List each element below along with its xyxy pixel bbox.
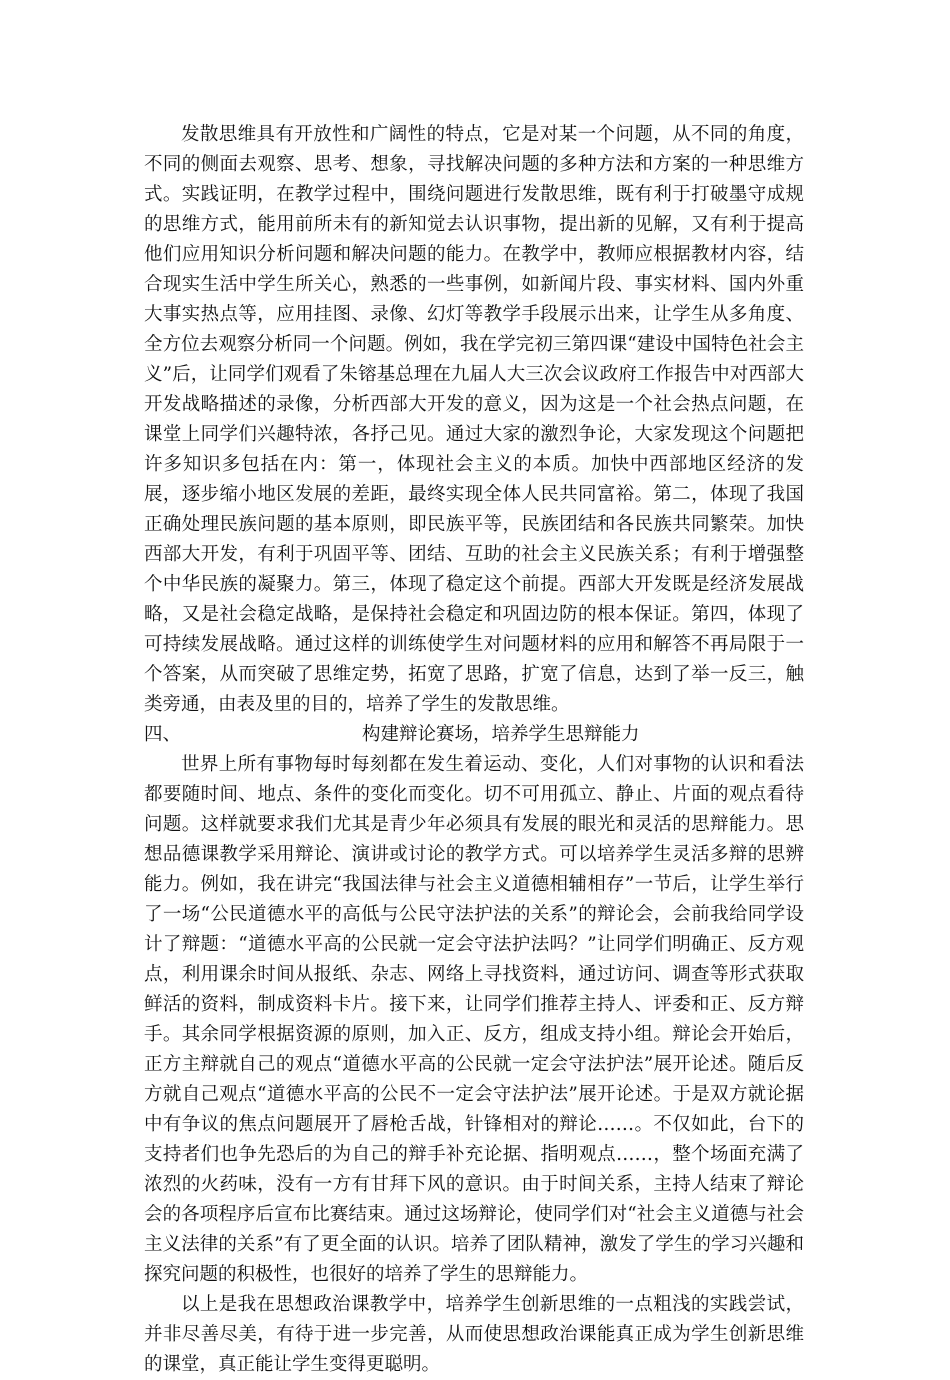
paragraph-conclusion: 以上是我在思想政治课教学中，培养学生创新思维的一点粗浅的实践尝试，并非尽善尽美，有待于进一步完善，从而使思想政治课能真正成为学生创新思维的课堂，真正能让学生变得更聪明。	[144, 1294, 804, 1375]
section-title: 构建辩论赛场，培养学生思辩能力	[362, 724, 640, 745]
paragraph-debate: 世界上所有事物每时每刻都在发生着运动、变化，人们对事物的认识和看法都要随时间、地点、条件的变化而变化。切不可用孤立、静止、片面的观点看待问题。这样就要求我们尤其是青少年必须具有发展的眼光和灵活的思辩能力。思想品德课教学采用辩论、演讲或讨论的教学方式。可以培养学生灵活多辩的思辨能力。例如，我在讲完“我国法律与社会主义道德相辅相存”一节后，让学生举行了一场“公民道德水平的高低与公民守法护法的关系”的辩论会，会前我给同学设计了辩题：“道德水平高的公民就一定会守法护法吗？”让同学们明确正、反方观点，利用课余时间从报纸、杂志、网络上寻找资料，通过访问、调查等形式获取鲜活的资料，制成资料卡片。接下来，让同学们推荐主持人、评委和正、反方辩手。其余同学根据资源的原则，加入正、反方，组成支持小组。辩论会开始后，正方主辩就自己的观点“道德水平高的公民就一定会守法护法”展开论述。随后反方就自己观点“道德水平高的公民不一定会守法护法”展开论述。于是双方就论据中有争议的焦点问题展开了唇枪舌战，针锋相对的辩论……。不仅如此，台下的支持者们也争先恐后的为自己的辩手补充论据、指明观点……，整个场面充满了浓烈的火药味，没有一方有甘拜下风的意识。由于时间关系，主持人结束了辩论会的各项程序后宣布比赛结束。通过这场辩论，使同学们对“社会主义道德与社会主义法律的关系”有了更全面的认识。培养了团队精神，激发了学生的学习兴趣和探究问题的积极性，也很好的培养了学生的思辩能力。	[144, 754, 804, 1285]
document-body	[144, 120, 804, 1380]
section-heading	[144, 720, 804, 750]
section-number: 四、	[144, 724, 182, 745]
paragraph-divergent-thinking: 发散思维具有开放性和广阔性的特点，它是对某一个问题，从不同的角度，不同的侧面去观察、思考、想象，寻找解决问题的多种方法和方案的一种思维方式。实践证明，在教学过程中，围绕问题进行发散思维，既有利于打破墨守成规的思维方式，能用前所未有的新知觉去认识事物，提出新的见解，又有利于提高他们应用知识分析问题和解决问题的能力。在教学中，教师应根据教材内容，结合现实生活中学生所关心，熟悉的一些事例，如新闻片段、事实材料、国内外重大事实热点等，应用挂图、录像、幻灯等教学手段展示出来，让学生从多角度、全方位去观察分析同一个问题。例如，我在学完初三第四课“建设中国特色社会主义”后，让同学们观看了朱镕基总理在九届人大三次会议政府工作报告中对西部大开发战略描述的录像，分析西部大开发的意义，因为这是一个社会热点问题，在课堂上同学们兴趣特浓，各抒己见。通过大家的激烈争论，大家发现这个问题把许多知识多包括在内：第一，体现社会主义的本质。加快中西部地区经济的发展，逐步缩小地区发展的差距，最终实现全体人民共同富裕。第二，体现了我国正确处理民族问题的基本原则，即民族平等，民族团结和各民族共同繁荣。加快西部大开发，有利于巩固平等、团结、互助的社会主义民族关系；有利于增强整个中华民族的凝聚力。第三，体现了稳定这个前提。西部大开发既是经济发展战略，又是社会稳定战略，是保持社会稳定和巩固边防的根本保证。第四，体现了可持续发展战略。通过这样的训练使学生对问题材料的应用和解答不再局限于一个答案，从而突破了思维定势，拓宽了思路，扩宽了信息，达到了举一反三，触类旁通，由表及里的目的，培养了学生的发散思维。	[144, 124, 804, 715]
